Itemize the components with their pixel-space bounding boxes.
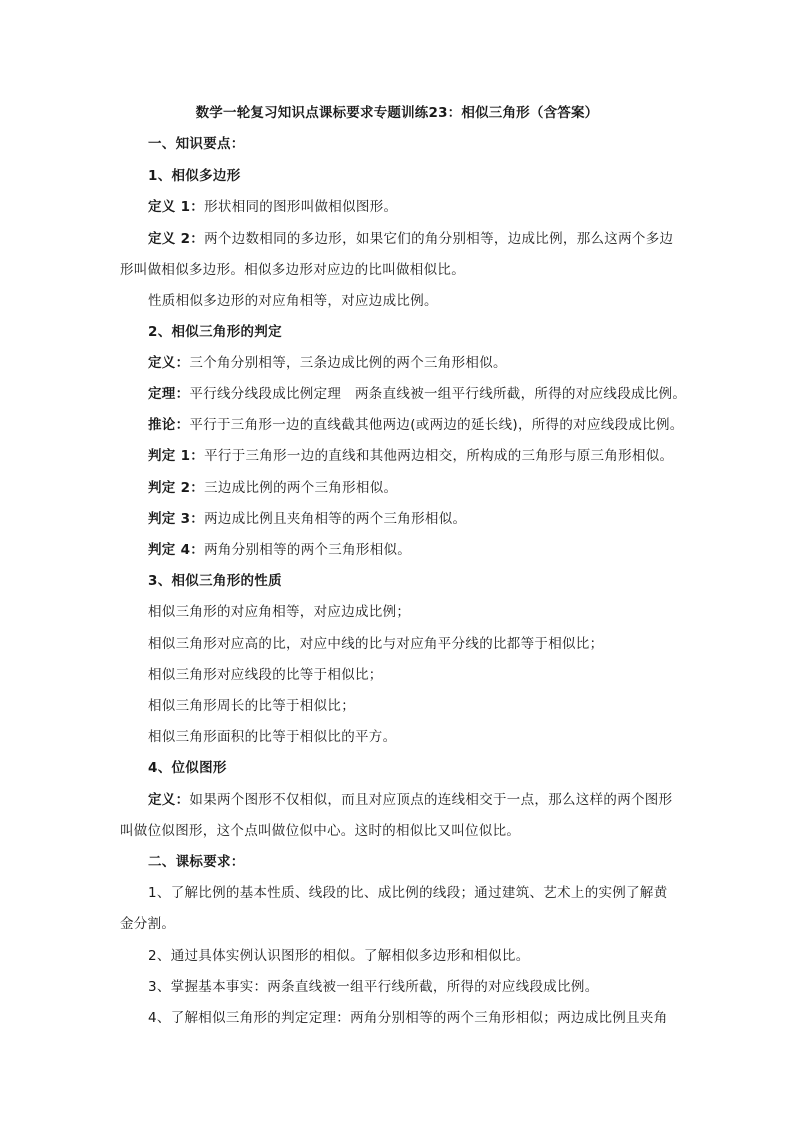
theorem-paragraph [120, 384, 708, 404]
definition-1-label: 定义 1： [148, 199, 205, 215]
criterion-1-text: 平行于三角形一边的直线和其他两边相交，所构成的三角形与原三角形相似。 [204, 448, 674, 464]
criterion-2-paragraph [120, 478, 708, 498]
criterion-1-label: 判定 1： [148, 448, 205, 464]
definition-1-paragraph [120, 197, 708, 217]
requirement-3: 3、掌握基本事实：两条直线被一组平行线所截，所得的对应线段成比例。 [148, 979, 599, 995]
criterion-3-paragraph [120, 509, 708, 529]
theorem-text: 平行线分线段成比例定理 两条直线被一组平行线所截，所得的对应线段成比例。 [189, 386, 687, 402]
triangle-definition-paragraph [120, 353, 708, 373]
section-heading-curriculum: 二、课标要求： [148, 854, 245, 870]
requirement-2: 2、通过具体实例认识图形的相似。了解相似多边形和相似比。 [148, 948, 530, 964]
definition-1-text: 形状相同的图形叫做相似图形。 [204, 199, 398, 215]
criterion-3-label: 判定 3： [148, 511, 205, 527]
property-5: 相似三角形面积的比等于相似比的平方。 [148, 729, 397, 745]
definition-2-paragraph [120, 229, 708, 249]
criterion-3-text: 两边成比例且夹角相等的两个三角形相似。 [204, 511, 467, 527]
homothetic-definition-paragraph [120, 790, 708, 810]
corollary-text: 平行于三角形一边的直线截其他两边(或两边的延长线)，所得的对应线段成比例。 [189, 417, 684, 433]
criterion-4-paragraph [120, 540, 708, 560]
document-title: 数学一轮复习知识点课标要求专题训练23：相似三角形（含答案） [195, 105, 599, 121]
definition-2-label: 定义 2： [148, 231, 205, 247]
definition-2-text: 两个边数相同的多边形，如果它们的角分别相等，边成比例，那么这两个多边 [204, 231, 674, 247]
triangle-definition-label: 定义： [148, 355, 190, 371]
definition-2-continuation: 形叫做相似多边形。相似多边形对应边的比叫做相似比。 [120, 262, 465, 278]
corollary-label: 推论： [148, 417, 190, 433]
triangle-definition-text: 三个角分别相等，三条边成比例的两个三角形相似。 [189, 355, 507, 371]
subsection-heading-triangle-criteria: 2、相似三角形的判定 [148, 324, 282, 340]
requirement-4: 4、了解相似三角形的判定定理：两角分别相等的两个三角形相似；两边成比例且夹角 [148, 1010, 668, 1026]
theorem-label: 定理： [148, 386, 190, 402]
requirement-1: 1、了解比例的基本性质、线段的比、成比例的线段；通过建筑、艺术上的实例了解黄 [148, 885, 668, 901]
criterion-2-text: 三边成比例的两个三角形相似。 [204, 480, 398, 496]
property-2: 相似三角形对应高的比，对应中线的比与对应角平分线的比都等于相似比； [148, 636, 604, 652]
criterion-1-paragraph [120, 446, 708, 466]
criterion-4-text: 两角分别相等的两个三角形相似。 [204, 542, 412, 558]
polygon-property: 性质相似多边形的对应角相等，对应边成比例。 [148, 293, 438, 309]
homothetic-definition-continuation: 叫做位似图形，这个点叫做位似中心。这时的相似比又叫位似比。 [120, 823, 521, 839]
requirement-1-continuation: 金分割。 [120, 916, 176, 932]
section-heading-knowledge: 一、知识要点： [148, 136, 245, 152]
property-1: 相似三角形的对应角相等，对应边成比例； [148, 604, 411, 620]
homothetic-definition-text: 如果两个图形不仅相似，而且对应顶点的连线相交于一点，那么这样的两个图形 [189, 792, 673, 808]
property-4: 相似三角形周长的比等于相似比； [148, 698, 355, 714]
property-3: 相似三角形对应线段的比等于相似比； [148, 667, 383, 683]
criterion-2-label: 判定 2： [148, 480, 205, 496]
criterion-4-label: 判定 4： [148, 542, 205, 558]
subsection-heading-homothetic: 4、位似图形 [148, 760, 227, 776]
homothetic-definition-label: 定义： [148, 792, 190, 808]
corollary-paragraph [120, 415, 708, 435]
subsection-heading-similar-polygons: 1、相似多边形 [148, 168, 241, 184]
subsection-heading-triangle-properties: 3、相似三角形的性质 [148, 573, 282, 589]
